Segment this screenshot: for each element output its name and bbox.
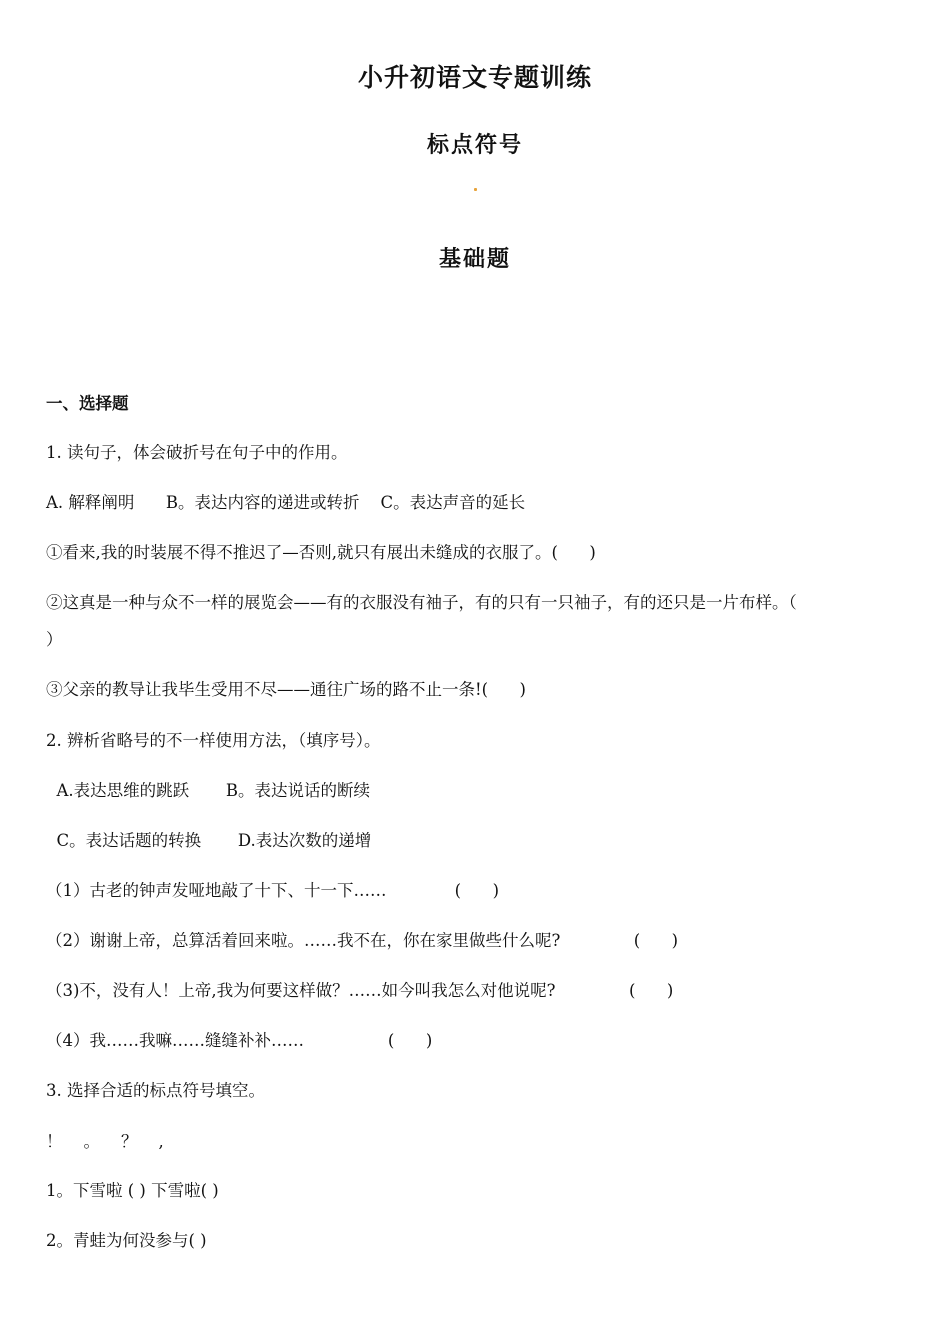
question-3-item-1: 1。下雪啦 ( ) 下雪啦( ) <box>46 1181 219 1200</box>
document-title: 小升初语文专题训练 <box>357 63 592 92</box>
question-2-item-2: （2）谢谢上帝，总算活着回来啦。……我不在，你在家里做些什么呢? ( ) <box>46 931 679 950</box>
question-2-options-row-1: A.表达思维的跳跃 B。表达说话的断续 <box>46 781 370 800</box>
question-2-options-row-2: C。表达话题的转换 D.表达次数的递增 <box>46 831 372 850</box>
question-1-item-3: ③父亲的教导让我毕生受用不尽——通往广场的路不止一条!( ) <box>46 680 526 699</box>
question-2-item-4: （4）我……我嘛……缝缝补补…… ( ) <box>46 1031 433 1050</box>
document-subtitle: 标点符号 <box>426 132 523 158</box>
question-1-item-1: ①看来,我的时装展不得不推迟了—否则,就只有展出未缝成的衣服了。( ) <box>46 543 596 562</box>
question-1-item-2-continuation: ） <box>46 630 63 649</box>
question-3-item-2: 2。青蛙为何没参与( ) <box>46 1231 207 1250</box>
question-2-stem: 2. 辨析省略号的不一样使用方法，（填序号）。 <box>46 731 381 750</box>
question-1-item-2: ②这真是一种与众不一样的展览会——有的衣服没有袖子，有的只有一只袖子，有的还只是一片布样。（ <box>46 593 797 612</box>
decorative-dot <box>474 188 477 191</box>
question-3-stem: 3. 选择合适的标点符号填空。 <box>46 1081 265 1100</box>
question-1-options: A. 解释阐明 B。表达内容的递进或转折 C。表达声音的延长 <box>46 493 526 512</box>
question-1-stem: 1. 读句子，体会破折号在句子中的作用。 <box>46 443 348 462</box>
question-3-symbol-list: ！ 。 ？ , <box>46 1132 164 1151</box>
section-heading: 一、选择题 <box>46 394 129 413</box>
question-2-item-3: （3)不，没有人！上帝,我为何要这样做？……如今叫我怎么对他说呢? ( ) <box>46 981 674 1000</box>
question-2-item-1: （1）古老的钟声发哑地敲了十下、十一下…… ( ) <box>46 881 500 900</box>
difficulty-level-heading: 基础题 <box>438 246 511 272</box>
